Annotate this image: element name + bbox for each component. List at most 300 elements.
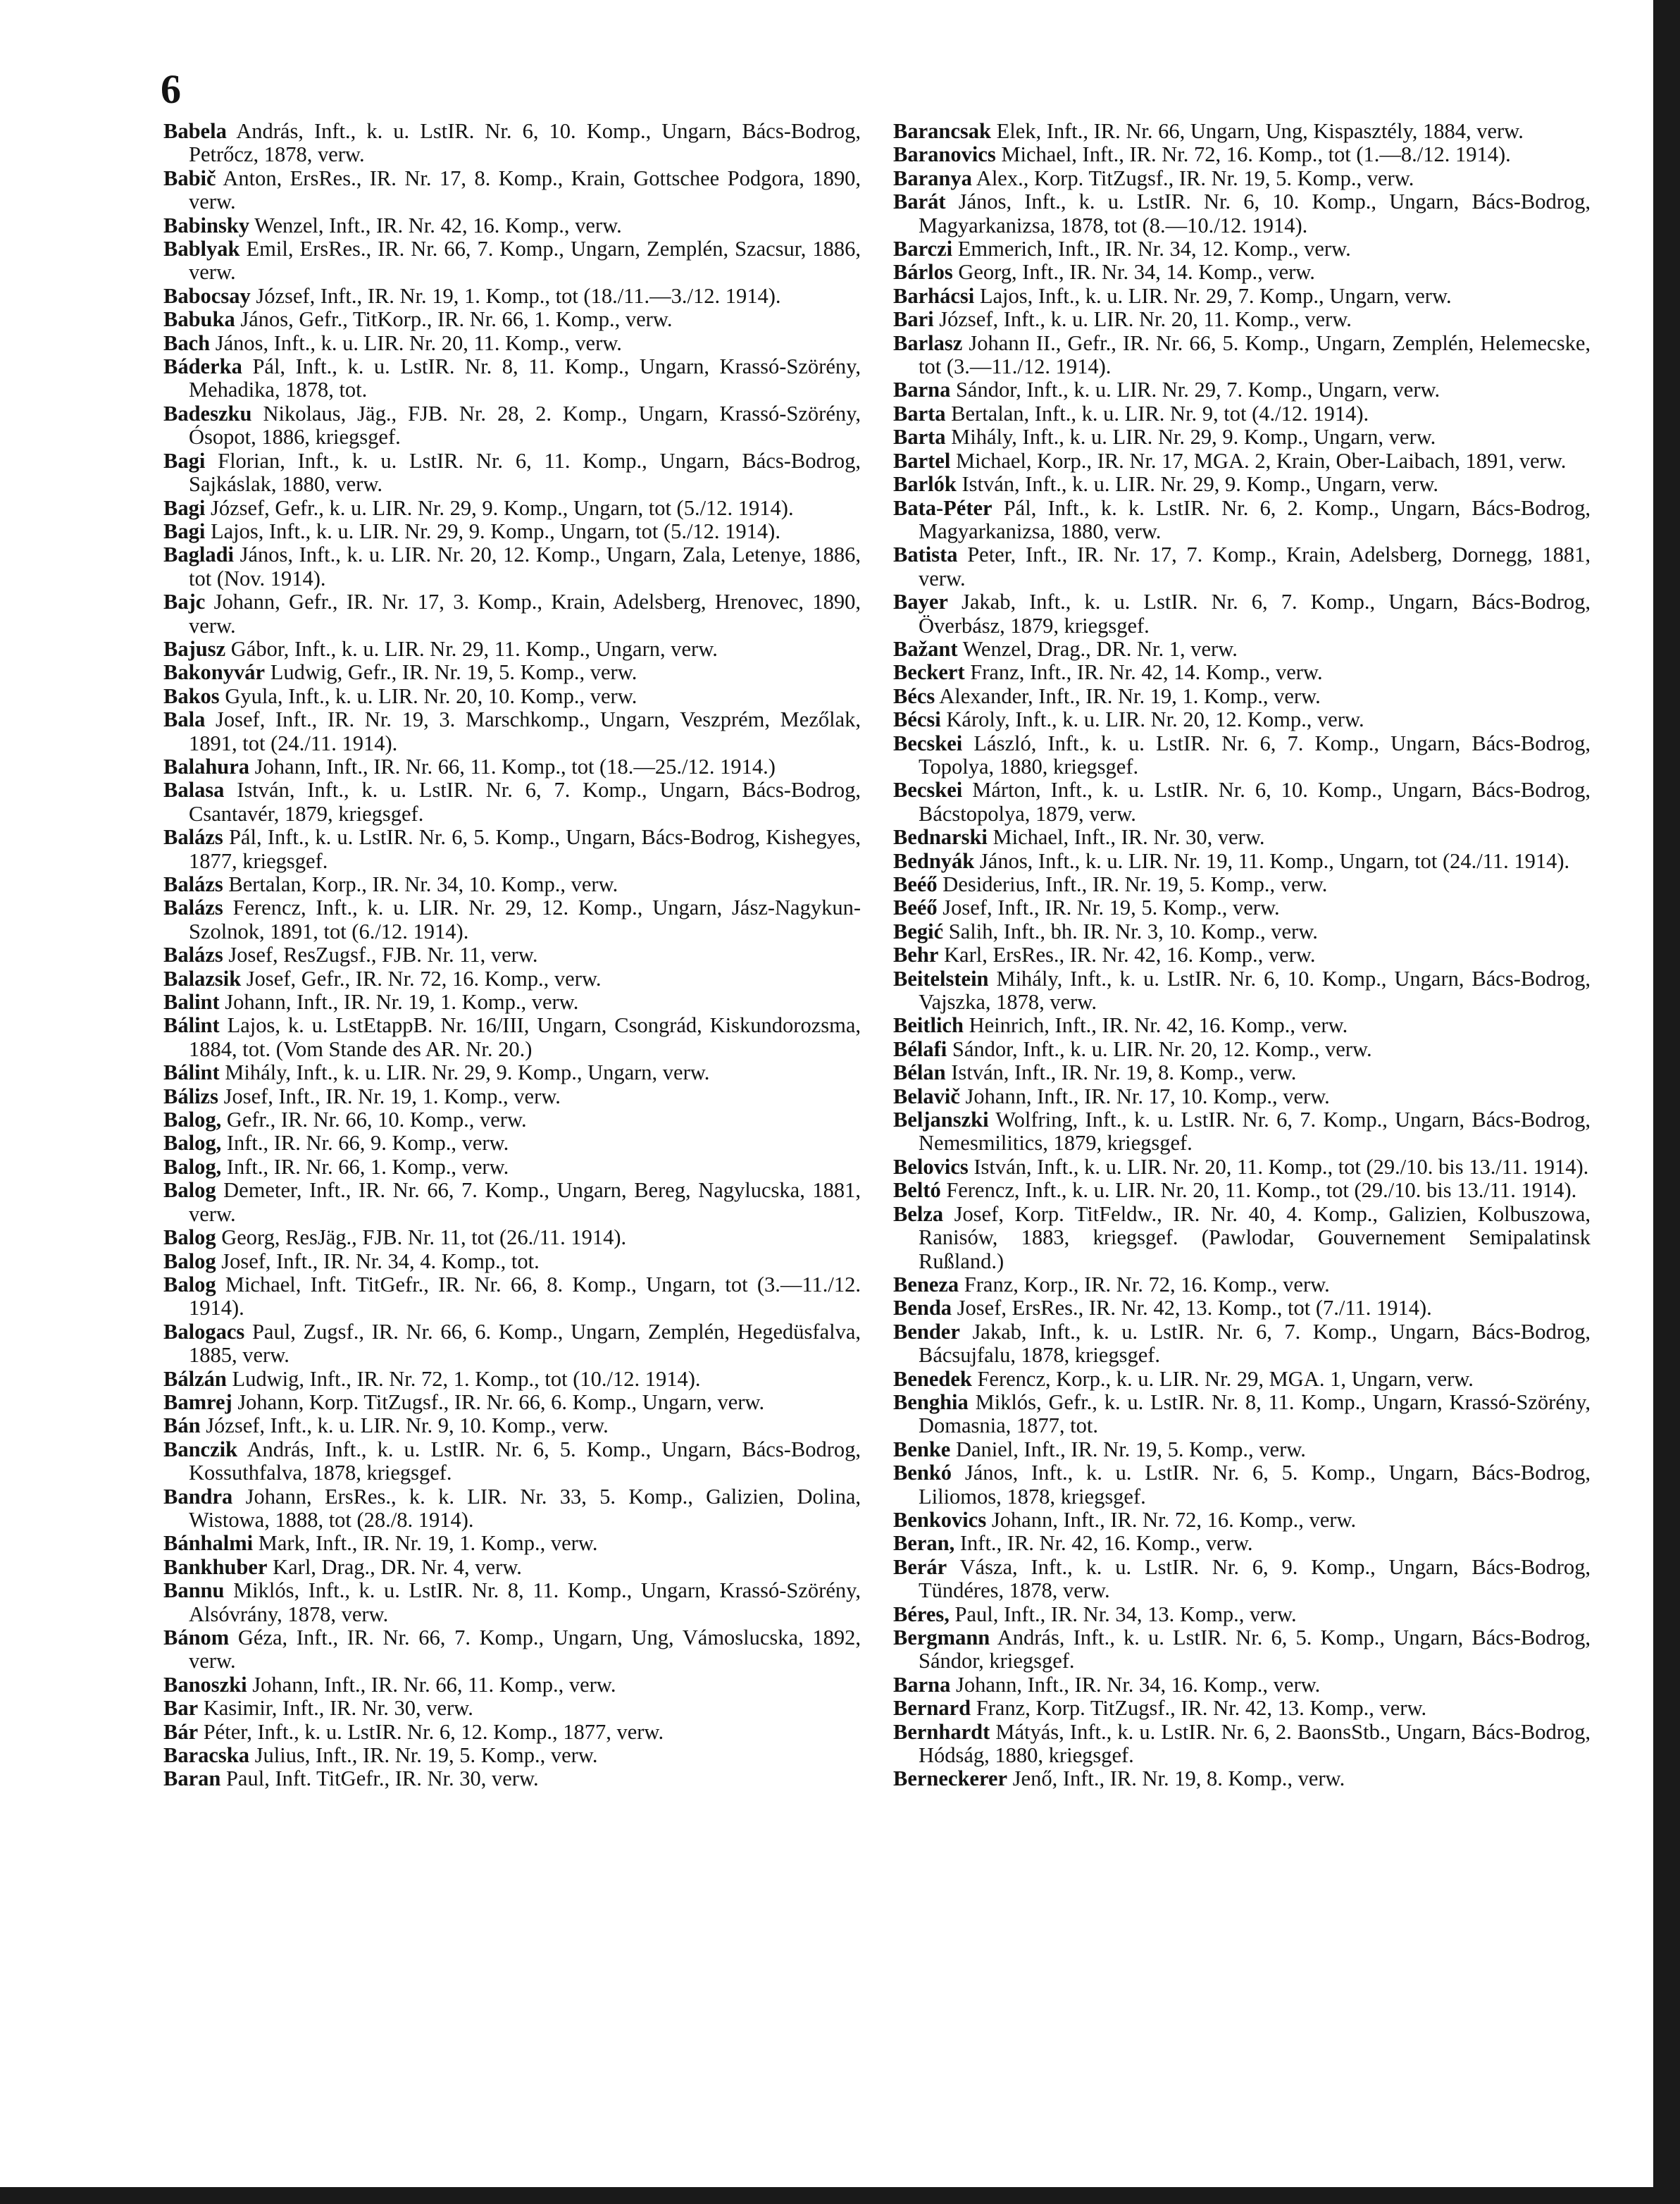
entry-details: Bertalan, Inft., k. u. LIR. Nr. 9, tot (4./12. 1914). [951,401,1369,426]
register-entry [163,967,861,991]
entry-surname: Barta [893,425,946,450]
entry-surname: Benedek [893,1366,972,1391]
register-entry [893,826,1591,849]
entry-details: Miklós, Gefr., k. u. LstIR. Nr. 8, 11. Komp., Ungarn, Krassó-Szörény, Domasnia, 1877, tot. [919,1389,1591,1438]
register-entry [893,261,1591,284]
entry-details: Johann, Inft., IR. Nr. 66, 11. Komp., verw. [252,1672,616,1697]
entry-details: István, Inft., k. u. LIR. Nr. 20, 11. Komp., tot (29./10. bis 13./11. 1914). [973,1154,1589,1179]
entry-surname: Belavič [893,1084,960,1108]
entry-surname: Bednyák [893,848,975,873]
entry-surname: Baranya [893,166,972,190]
entry-details: Karl, ErsRes., IR. Nr. 42, 16. Komp., verw. [944,943,1316,967]
register-entry [163,1579,861,1626]
entry-details: Johann, Inft., IR. Nr. 72, 16. Komp., verw. [991,1507,1357,1532]
entry-surname: Bánhalmi [163,1531,254,1556]
register-entry [893,1108,1591,1156]
entry-surname: Barát [893,190,946,214]
entry-surname: Bálzán [163,1366,227,1391]
register-entry [893,590,1591,638]
entry-surname: Bayer [893,590,948,614]
entry-details: Mark, Inft., IR. Nr. 19, 1. Komp., verw. [258,1531,598,1556]
entry-surname: Bélafi [893,1036,947,1061]
entry-surname: Babuka [163,307,235,332]
entry-details: Károly, Inft., k. u. LIR. Nr. 20, 12. Komp., verw. [946,707,1364,732]
entry-details: Márton, Inft., k. u. LstIR. Nr. 6, 10. Komp., Ungarn, Bács-Bodrog, Bácstopolya, 1879, verw. [919,778,1591,826]
entry-details: Michael, Inft., IR. Nr. 72, 16. Komp., tot (1.—8./12. 1914). [1001,142,1511,167]
entry-details: Mihály, Inft., k. u. LIR. Nr. 29, 9. Komp., Ungarn, verw. [225,1060,710,1085]
register-entry [163,1744,861,1767]
entry-details: János, Inft., k. u. LIR. Nr. 20, 11. Komp., verw. [215,330,622,355]
entry-details: Jenő, Inft., IR. Nr. 19, 8. Komp., verw. [1012,1766,1345,1791]
register-entry [893,543,1591,590]
entry-surname: Begić [893,919,944,943]
entry-details: Georg, ResJäg., FJB. Nr. 11, tot (26./11. 1914). [221,1225,627,1250]
entry-details: Johann II., Gefr., IR. Nr. 66, 5. Komp., Ungarn, Zemplén, Helemecske, tot (3.—11./12. 1914). [919,330,1591,379]
entry-details: András, Inft., k. u. LstIR. Nr. 6, 5. Komp., Ungarn, Bács-Bodrog, Sándor, kriegsgef. [919,1626,1591,1673]
entry-details: Peter, Inft., IR. Nr. 17, 7. Komp., Krain, Adelsberg, Dornegg, 1881, verw. [919,543,1591,590]
entry-details: Franz, Inft., IR. Nr. 42, 14. Komp., verw. [970,660,1323,685]
entry-details: József, Inft., k. u. LIR. Nr. 20, 11. Komp., verw. [939,307,1352,332]
register-entry [163,779,861,826]
entry-details: Desiderius, Inft., IR. Nr. 19, 5. Komp., verw. [942,872,1328,896]
entry-surname: Becskei [893,778,963,803]
entry-surname: Beltó [893,1178,941,1203]
register-entry [893,1626,1591,1673]
register-entry [163,1061,861,1084]
entry-surname: Bagi [163,495,206,520]
entry-details: János, Inft., k. u. LstIR. Nr. 6, 5. Komp., Ungarn, Bács-Bodrog, Liliomos, 1878, kriegsgef. [919,1461,1591,1509]
entry-surname: Babinsky [163,213,250,237]
register-entry [163,450,861,497]
scan-edge-bottom [0,2187,1680,2204]
entry-surname: Benda [893,1296,952,1320]
register-entry [163,520,861,543]
entry-details: Pál, Inft., k. u. LstIR. Nr. 6, 5. Komp., Ungarn, Bács-Bodrog, Kishegyes, 1877, kriegsgef. [189,825,861,873]
entry-surname: Batista [893,543,958,567]
register-entry [893,1697,1591,1720]
entry-surname: Bagi [163,519,206,543]
register-entry [893,332,1591,379]
register-entry [893,732,1591,779]
entry-surname: Balázs [163,825,223,850]
entry-details: András, Inft., k. u. LstIR. Nr. 6, 5. Komp., Ungarn, Bács-Bodrog, Kossuthfalva, 1878, kriegsgef. [189,1437,861,1485]
entry-details: Paul, Inft., IR. Nr. 34, 13. Komp., verw. [954,1602,1297,1626]
entry-details: József, Inft., IR. Nr. 19, 1. Komp., tot (18./11.—3./12. 1914). [256,283,781,308]
entry-details: Johann, Inft., IR. Nr. 17, 10. Komp., verw. [965,1084,1330,1108]
entry-surname: Bakonyvár [163,660,266,685]
entry-details: Sándor, Inft., k. u. LIR. Nr. 20, 12. Komp., verw. [952,1036,1372,1061]
register-entry [163,1108,861,1132]
entry-details: Paul, Zugsf., IR. Nr. 66, 6. Komp., Ungarn, Zemplén, Hegedüsfalva, 1885, verw. [189,1319,861,1368]
entry-details: Johann, Inft., IR. Nr. 66, 11. Komp., tot (18.—25./12. 1914.) [254,754,776,779]
entry-surname: Balázs [163,872,223,896]
entry-details: Mihály, Inft., k. u. LstIR. Nr. 6, 10. Komp., Ungarn, Bács-Bodrog, Vajszka, 1878, verw. [919,966,1591,1015]
entry-surname: Bažant [893,636,958,661]
entry-surname: Bartel [893,448,951,473]
entry-details: Kasimir, Inft., IR. Nr. 30, verw. [203,1696,473,1721]
entry-surname: Béres, [893,1602,950,1626]
register-entry [893,1014,1591,1037]
entry-details: Ferencz, Inft., k. u. LIR. Nr. 29, 12. Komp., Ungarn, Jász-Nagykun-Szolnok, 1891, tot (6./12. 1914). [189,896,861,943]
entry-surname: Bata-Péter [893,495,993,520]
register-entry [893,896,1591,920]
entry-surname: Balog, [163,1154,222,1179]
register-entry [163,308,861,331]
entry-details: Michael, Inft., IR. Nr. 30, verw. [993,825,1265,850]
register-entry [163,826,861,873]
entry-surname: Babela [163,119,227,143]
entry-details: Anton, ErsRes., IR. Nr. 17, 8. Komp., Krain, Gottschee Podgora, 1890, verw. [189,166,861,214]
entry-details: Gefr., IR. Nr. 66, 10. Komp., verw. [226,1108,527,1132]
register-entry [893,378,1591,402]
entry-surname: Balog [163,1178,216,1203]
entry-details: Ludwig, Gefr., IR. Nr. 19, 5. Komp., verw. [270,660,637,685]
register-entry [893,661,1591,684]
entry-details: Ferencz, Korp., k. u. LIR. Nr. 29, MGA. 1, Ungarn, verw. [977,1366,1474,1391]
entry-surname: Beckert [893,660,965,685]
register-entry [163,1697,861,1720]
entry-surname: Berár [893,1554,947,1579]
register-entry [893,120,1591,143]
entry-details: Josef, ErsRes., IR. Nr. 42, 13. Komp., tot (7./11. 1914). [957,1296,1432,1320]
register-entry [163,285,861,308]
entry-details: Josef, Inft., IR. Nr. 19, 3. Marschkomp., Ungarn, Veszprém, Mezőlak, 1891, tot (24./11. 1914). [189,707,861,755]
entry-surname: Barta [893,401,946,426]
register-entry [893,1767,1591,1790]
register-entry [893,1509,1591,1532]
entry-details: Ludwig, Inft., IR. Nr. 72, 1. Komp., tot (10./12. 1914). [232,1366,701,1391]
entry-details: Pál, Inft., k. u. LstIR. Nr. 8, 11. Komp., Ungarn, Krassó-Szörény, Mehadika, 1878, tot. [189,354,861,402]
register-entry [893,1038,1591,1061]
entry-details: József, Gefr., k. u. LIR. Nr. 29, 9. Komp., Ungarn, tot (5./12. 1914). [210,495,794,520]
entry-surname: Barna [893,378,951,402]
entry-details: Sándor, Inft., k. u. LIR. Nr. 29, 7. Komp., Ungarn, verw. [955,378,1441,402]
entry-surname: Balazsik [163,966,242,991]
register-entry [893,1461,1591,1509]
entry-surname: Baran [163,1766,221,1791]
register-entry [893,967,1591,1015]
entry-surname: Balog [163,1272,216,1296]
entry-surname: Bécsi [893,707,941,732]
entry-surname: Baracska [163,1743,249,1768]
entry-surname: Bán [163,1413,201,1438]
register-entry [163,120,861,167]
entry-surname: Bagi [163,448,206,473]
register-entry [893,285,1591,308]
register-entry [893,685,1591,708]
entry-details: Johann, Korp. TitZugsf., IR. Nr. 66, 6. Komp., Ungarn, verw. [237,1389,765,1414]
entry-surname: Barhácsi [893,283,975,308]
register-entry [163,1485,861,1533]
register-entry [163,1156,861,1179]
register-entry [893,143,1591,166]
entry-surname: Belza [893,1201,944,1226]
entry-surname: Beéő [893,896,938,920]
register-entry [893,167,1591,190]
entry-surname: Báderka [163,354,242,379]
register-entry [893,1156,1591,1179]
entry-surname: Barczi [893,237,953,261]
entry-surname: Banczik [163,1437,238,1461]
register-entry [163,896,861,943]
entry-details: Vásza, Inft., k. u. LstIR. Nr. 6, 9. Komp., Ungarn, Bács-Bodrog, Tündéres, 1878, verw. [919,1554,1591,1603]
right-column [893,120,1591,1791]
entry-surname: Bergmann [893,1626,990,1649]
register-entry [163,1673,861,1697]
register-entry [893,708,1591,731]
entry-details: Géza, Inft., IR. Nr. 66, 7. Komp., Ungarn, Ung, Vámoslucska, 1892, verw. [189,1626,861,1673]
entry-details: Georg, Inft., IR. Nr. 34, 14. Komp., verw. [958,260,1315,285]
entry-surname: Bari [893,307,934,332]
register-entry [163,543,861,590]
entry-details: Josef, Gefr., IR. Nr. 72, 16. Komp., verw. [246,966,602,991]
entry-details: Daniel, Inft., IR. Nr. 19, 5. Komp., verw. [955,1437,1306,1461]
entry-surname: Barlók [893,472,957,497]
register-entry [163,943,861,967]
entry-surname: Balogacs [163,1319,245,1344]
entry-details: Franz, Korp. TitZugsf., IR. Nr. 42, 13. Komp., verw. [976,1696,1427,1721]
register-entry [163,167,861,214]
entry-details: Lajos, Inft., k. u. LIR. Nr. 29, 9. Komp., Ungarn, tot (5./12. 1914). [210,519,780,543]
entry-surname: Bélan [893,1060,946,1085]
entry-details: Elek, Inft., IR. Nr. 66, Ungarn, Ung, Kispasztély, 1884, verw. [996,119,1524,143]
entry-surname: Belovics [893,1154,969,1179]
entry-details: Johann, Inft., IR. Nr. 34, 16. Komp., verw. [955,1672,1321,1697]
register-entry [893,473,1591,496]
entry-surname: Bagladi [163,543,235,567]
register-entry [893,1179,1591,1202]
register-entry [163,638,861,661]
entry-surname: Beitlich [893,1013,964,1038]
register-entry [893,1721,1591,1768]
register-entry [163,708,861,755]
register-entry [163,991,861,1014]
entry-surname: Balog [163,1249,216,1273]
entry-surname: Bár [163,1719,199,1744]
entry-details: József, Inft., k. u. LIR. Nr. 9, 10. Komp., verw. [206,1413,609,1438]
entry-details: János, Inft., k. u. LIR. Nr. 19, 11. Komp., Ungarn, tot (24./11. 1914). [979,848,1570,873]
entry-surname: Beneza [893,1272,959,1296]
register-entry [163,1014,861,1061]
entry-details: Josef, ResZugsf., FJB. Nr. 11, verw. [228,943,538,967]
entry-details: Emil, ErsRes., IR. Nr. 66, 7. Komp., Ungarn, Zemplén, Szacsur, 1886, verw. [189,237,861,285]
register-entry [893,450,1591,473]
entry-details: Inft., IR. Nr. 42, 16. Komp., verw. [959,1531,1253,1556]
entry-surname: Becskei [893,731,963,755]
entry-details: Alexander, Inft., IR. Nr. 19, 1. Komp., verw. [939,683,1321,708]
entry-details: Péter, Inft., k. u. LstIR. Nr. 6, 12. Komp., 1877, verw. [203,1719,664,1744]
entry-surname: Bablyak [163,237,240,261]
register-entry [163,1085,861,1108]
entry-details: Wolfring, Inft., k. u. LstIR. Nr. 6, 7. Komp., Ungarn, Bács-Bodrog, Nemesmilitics, 1879, kriegsgef. [919,1108,1591,1156]
register-entry [163,1320,861,1368]
entry-details: Florian, Inft., k. u. LstIR. Nr. 6, 11. Komp., Ungarn, Bács-Bodrog, Sajkáslak, 1880, verw. [189,448,861,497]
register-entry [893,850,1591,873]
register-entry [163,590,861,638]
entry-surname: Bernard [893,1696,971,1721]
scan-edge-right [1653,0,1680,2204]
entry-details: Ferencz, Inft., k. u. LIR. Nr. 20, 11. Komp., tot (29./10. bis 13./11. 1914). [946,1178,1577,1203]
entry-details: Pál, Inft., k. k. LstIR. Nr. 6, 2. Komp., Ungarn, Bács-Bodrog, Magyarkanizsa, 1880, verw. [919,495,1591,543]
entry-details: Mihály, Inft., k. u. LIR. Nr. 29, 9. Komp., Ungarn, verw. [951,425,1436,450]
entry-surname: Bajc [163,590,206,614]
entry-details: Bertalan, Korp., IR. Nr. 34, 10. Komp., verw. [228,872,618,896]
register-entry [163,1226,861,1249]
entry-details: Josef, Inft., IR. Nr. 19, 1. Komp., verw. [223,1084,561,1108]
register-entry [163,1414,861,1437]
register-entry [893,1320,1591,1368]
entry-details: Lajos, Inft., k. u. LIR. Nr. 29, 7. Komp., Ungarn, verw. [979,283,1452,308]
entry-surname: Bécs [893,683,935,708]
register-entry [893,1673,1591,1697]
entry-surname: Barlasz [893,330,963,355]
entry-surname: Bednarski [893,825,988,850]
entry-surname: Berneckerer [893,1766,1008,1791]
register-entry [163,1179,861,1226]
entry-surname: Balog, [163,1131,222,1156]
register-entry [893,1532,1591,1555]
entry-details: Lajos, k. u. LstEtappB. Nr. 16/III, Ungarn, Csongrád, Kiskundorozsma, 1884, tot. (Vom Stande des AR. Nr. 20.) [189,1013,861,1061]
register-entry [163,1250,861,1273]
entry-details: István, Inft., IR. Nr. 19, 8. Komp., verw. [951,1060,1297,1085]
entry-surname: Barna [893,1672,951,1697]
register-entry [893,1603,1591,1626]
entry-surname: Bárlos [893,260,953,285]
register-entry [893,920,1591,943]
entry-surname: Bannu [163,1578,225,1603]
entry-details: Emmerich, Inft., IR. Nr. 34, 12. Komp., verw. [957,237,1351,261]
register-entry [893,497,1591,544]
entry-details: Salih, Inft., bh. IR. Nr. 3, 10. Komp., verw. [948,919,1318,943]
entry-surname: Bernhardt [893,1719,990,1744]
register-entry [163,1391,861,1414]
register-entry [893,779,1591,826]
entry-details: Heinrich, Inft., IR. Nr. 42, 16. Komp., verw. [969,1013,1348,1038]
entry-surname: Benkó [893,1461,952,1485]
entry-surname: Baranovics [893,142,996,167]
page-number: 6 [161,66,181,112]
entry-surname: Bálizs [163,1084,218,1108]
entry-surname: Bajusz [163,636,226,661]
entry-details: Josef, Inft., IR. Nr. 19, 5. Komp., verw. [942,896,1280,920]
entry-surname: Bálint [163,1013,220,1038]
entry-details: András, Inft., k. u. LstIR. Nr. 6, 10. Komp., Ungarn, Bács-Bodrog, Petrőcz, 1878, verw. [189,119,861,167]
entry-surname: Beéő [893,872,938,896]
register-entry [893,873,1591,896]
entry-details: Wenzel, Drag., DR. Nr. 1, verw. [962,636,1238,661]
entry-surname: Banoszki [163,1672,247,1697]
entry-details: Alex., Korp. TitZugsf., IR. Nr. 19, 5. Komp., verw. [976,166,1414,190]
register-entry [893,402,1591,426]
entry-surname: Bar [163,1696,199,1721]
register-entry [163,873,861,896]
entry-surname: Babič [163,166,216,190]
register-entry [893,1438,1591,1461]
register-entry [893,426,1591,449]
register-entry [893,190,1591,237]
entry-surname: Babocsay [163,283,251,308]
entry-details: Michael, Inft. TitGefr., IR. Nr. 66, 8. Komp., Ungarn, tot (3.—11./12. 1914). [189,1272,861,1320]
entry-surname: Balázs [163,896,223,920]
entry-details: Julius, Inft., IR. Nr. 19, 5. Komp., verw. [254,1743,598,1768]
entry-surname: Benke [893,1437,951,1461]
register-entry [893,1556,1591,1603]
entry-surname: Beljanszki [893,1108,989,1132]
entry-details: Josef, Korp. TitFeldw., IR. Nr. 40, 4. Komp., Galizien, Kolbuszowa, Ranisów, 1883, kriegsgef. (Pawlodar, Gouvernement Semipalatinsk Rußland.) [919,1201,1591,1273]
entry-details: Josef, Inft., IR. Nr. 34, 4. Komp., tot. [221,1249,540,1273]
register-entry [163,1556,861,1579]
entry-details: Johann, Inft., IR. Nr. 19, 1. Komp., verw. [225,990,579,1015]
entry-surname: Bandra [163,1484,233,1509]
register-entry [163,1532,861,1555]
register-entry [163,1767,861,1790]
register-entry [163,1132,861,1155]
entry-surname: Balázs [163,943,223,967]
entry-surname: Behr [893,943,939,967]
entry-surname: Balog, [163,1108,222,1132]
register-entry [163,1273,861,1320]
register-entry [893,1368,1591,1391]
entry-details: Jakab, Inft., k. u. LstIR. Nr. 6, 7. Komp., Ungarn, Bács-Bodrog, Bácsujfalu, 1878, kriegsgef. [919,1319,1591,1368]
register-entry [163,355,861,402]
register-entry [893,1203,1591,1273]
entry-details: Demeter, Inft., IR. Nr. 66, 7. Komp., Ungarn, Bereg, Nagylucska, 1881, verw. [189,1178,861,1226]
register-entry [893,237,1591,261]
register-entry [163,661,861,684]
entry-details: Gyula, Inft., k. u. LIR. Nr. 20, 10. Komp., verw. [225,683,637,708]
register-entry [163,1626,861,1673]
entry-details: Miklós, Inft., k. u. LstIR. Nr. 8, 11. Komp., Ungarn, Krassó-Szörény, Alsóvrány, 1878, verw. [189,1578,861,1626]
entry-surname: Bálint [163,1060,220,1085]
entry-surname: Bender [893,1319,960,1344]
entry-details: Inft., IR. Nr. 66, 9. Komp., verw. [226,1131,509,1156]
entry-surname: Beitelstein [893,966,989,991]
register-entry [163,1721,861,1744]
entry-surname: Balasa [163,778,225,803]
entry-surname: Bánom [163,1626,230,1649]
register-entry [893,1085,1591,1108]
entry-details: Michael, Korp., IR. Nr. 17, MGA. 2, Krain, Ober-Laibach, 1891, verw. [955,448,1567,473]
entry-details: János, Inft., k. u. LstIR. Nr. 6, 10. Komp., Ungarn, Bács-Bodrog, Magyarkanizsa, 1878, tot (8.—10./12. 1914). [919,190,1591,237]
register-entry [893,1296,1591,1320]
entry-details: Wenzel, Inft., IR. Nr. 42, 16. Komp., verw. [254,213,622,237]
entry-surname: Beran, [893,1531,955,1556]
left-column [163,120,861,1791]
register-entry [163,237,861,285]
entry-surname: Bakos [163,683,220,708]
entry-surname: Bala [163,707,206,732]
entry-details: János, Inft., k. u. LIR. Nr. 20, 12. Komp., Ungarn, Zala, Letenye, 1886, tot (Nov. 1914). [189,543,861,590]
register-entry [893,1061,1591,1084]
entry-surname: Barancsak [893,119,991,143]
entry-details: Nikolaus, Jäg., FJB. Nr. 28, 2. Komp., Ungarn, Krassó-Szörény, Ósopot, 1886, kriegsgef. [189,401,861,450]
register-entry [893,1273,1591,1296]
entry-surname: Bamrej [163,1389,232,1414]
entry-surname: Balahura [163,754,250,779]
entry-surname: Benkovics [893,1507,987,1532]
register-entry [893,308,1591,331]
entry-surname: Benghia [893,1389,969,1414]
entry-surname: Balog [163,1225,216,1250]
entry-details: Jakab, Inft., k. u. LstIR. Nr. 6, 7. Komp., Ungarn, Bács-Bodrog, Överbász, 1879, kriegsgef. [919,590,1591,638]
entry-details: Paul, Inft. TitGefr., IR. Nr. 30, verw. [225,1766,539,1791]
entry-details: István, Inft., k. u. LstIR. Nr. 6, 7. Komp., Ungarn, Bács-Bodrog, Csantavér, 1879, kriegsgef. [189,778,861,826]
register-entry [893,943,1591,967]
register-entry [893,1391,1591,1438]
register-entry [163,497,861,520]
entry-details: Johann, Gefr., IR. Nr. 17, 3. Komp., Krain, Adelsberg, Hrenovec, 1890, verw. [189,590,861,638]
entry-details: István, Inft., k. u. LIR. Nr. 29, 9. Komp., Ungarn, verw. [962,472,1438,497]
